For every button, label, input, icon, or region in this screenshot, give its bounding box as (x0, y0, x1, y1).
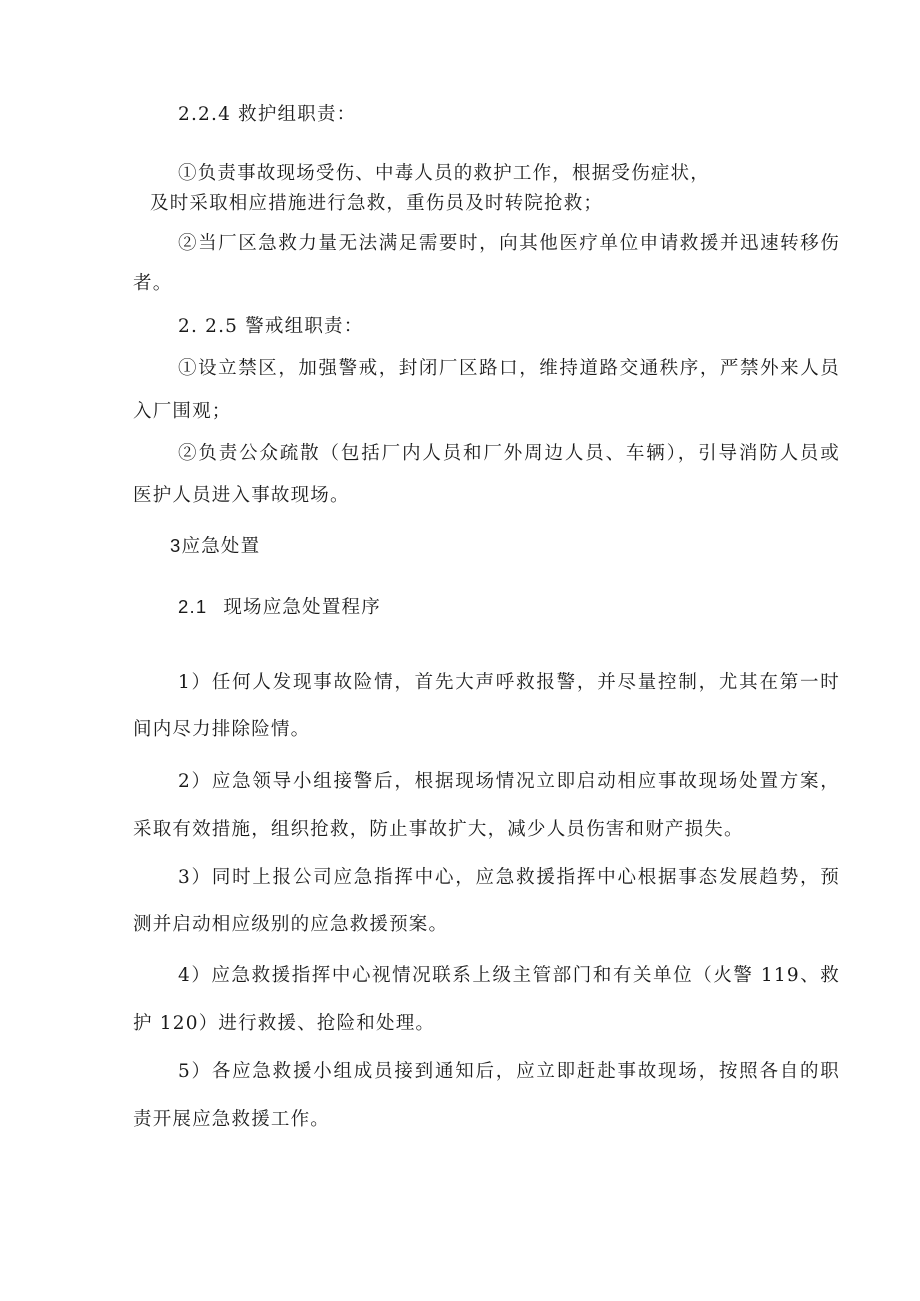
paragraph-line: ②负责公众疏散（包括厂内人员和厂外周边人员、车辆），引导消防人员或 (178, 443, 840, 464)
list-item-line: 测并启动相应级别的应急救援预案。 (133, 914, 449, 935)
list-item-line: 间内尽力排除险情。 (133, 719, 311, 740)
list-item-line: 5）各应急救援小组成员接到通知后，应立即赶赴事故现场，按照各自的职 (178, 1061, 840, 1082)
paragraph-line: 者。 (133, 273, 173, 294)
paragraph-line: ②当厂区急救力量无法满足需要时，向其他医疗单位申请救援并迅速转移伤 (178, 233, 840, 254)
section-heading-2-1 (178, 595, 381, 620)
section-heading-2-2-5: 2. 2.5 警戒组职责： (178, 316, 364, 337)
list-item-line: 2）应急领导小组接警后，根据现场情况立即启动相应事故现场处置方案， (178, 771, 840, 792)
paragraph-line: ①负责事故现场受伤、中毒人员的救护工作，根据受伤症状， (178, 163, 710, 184)
list-item-line: 4）应急救援指挥中心视情况联系上级主管部门和有关单位（火警 119、救 (178, 965, 840, 986)
paragraph-line: 及时采取相应措施进行急救，重伤员及时转院抢救； (150, 193, 604, 214)
heading-number: 3 (170, 535, 182, 556)
list-item-line: 3）同时上报公司应急指挥中心，应急救援指挥中心根据事态发展趋势，预 (178, 867, 840, 888)
paragraph-line: 医护人员进入事故现场。 (133, 485, 350, 506)
heading-text: 应急处置 (181, 536, 261, 557)
paragraph-line: 入厂围观； (133, 401, 232, 422)
paragraph-line: ①设立禁区，加强警戒，封闭厂区路口，维持道路交通秩序，严禁外来人员 (178, 358, 840, 379)
heading-text: 现场应急处置程序 (223, 597, 381, 618)
list-item-line: 护 120）进行救援、抢险和处理。 (133, 1013, 436, 1034)
section-heading-2-2-4: 2.2.4 救护组职责： (178, 104, 357, 125)
section-heading-3 (170, 534, 260, 559)
list-item-line: 责开展应急救援工作。 (133, 1109, 331, 1130)
list-item-line: 采取有效措施，组织抢救，防止事故扩大，减少人员伤害和财产损失。 (133, 819, 744, 840)
heading-number: 2.1 (178, 596, 208, 617)
list-item-line: 1）任何人发现事故险情，首先大声呼救报警，并尽量控制，尤其在第一时 (178, 672, 840, 693)
